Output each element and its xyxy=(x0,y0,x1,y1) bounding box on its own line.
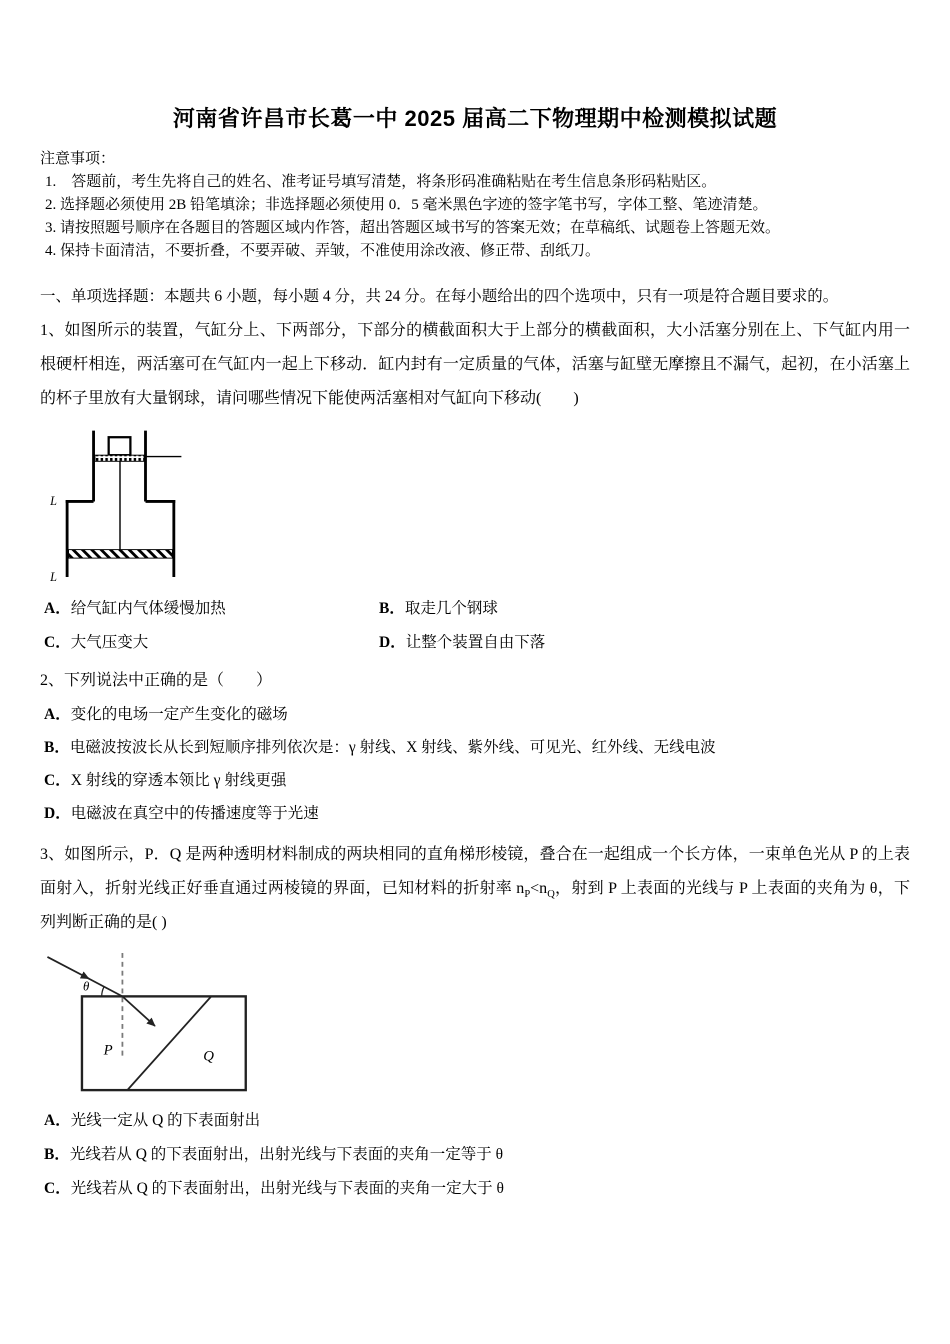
option-text: 取走几个钢球 xyxy=(404,600,498,617)
option-label: A． xyxy=(44,1112,71,1129)
large-piston xyxy=(69,550,173,559)
question-3-figure xyxy=(42,950,910,1098)
option-label: B． xyxy=(44,739,70,756)
option-text: 电磁波在真空中的传播速度等于光速 xyxy=(70,805,319,822)
q2-option-c xyxy=(44,764,910,797)
q1-option-c xyxy=(44,632,379,654)
q1-option-a xyxy=(44,598,379,620)
small-piston xyxy=(95,455,144,461)
figure1-label-lower: L xyxy=(50,569,57,584)
option-label: C． xyxy=(44,634,71,651)
incident-ray xyxy=(47,957,88,979)
option-text: 光线一定从 Q 的下表面射出 xyxy=(70,1112,261,1129)
cylinder-piston-figure xyxy=(48,424,192,594)
question-2-stem: 2、下列说法中正确的是（ ） xyxy=(40,672,273,689)
notice-item-2: 2. 选择题必须使用 2B 铅笔填涂；非选择题必须使用 0．5 毫米黑色字迹的签字笔书写，字体工整、笔迹清楚。 xyxy=(45,197,768,213)
notice-section xyxy=(40,148,910,263)
q3-option-c xyxy=(44,1172,910,1206)
refractive-index-subscript-p: P xyxy=(524,889,531,901)
option-text: 电磁波按波长从长到短顺序排列依次是：γ 射线、X 射线、紫外线、可见光、红外线、无线电波 xyxy=(69,739,716,756)
option-label: C． xyxy=(44,1180,71,1197)
q2-option-b xyxy=(44,731,910,764)
prism-p-label: P xyxy=(103,1042,113,1059)
q3-stem-pre: 3、如图所示，P．Q 是两种透明材料制成的两块相同的直角梯形棱镜，叠合在一起组成一个长方体，一束单色光从 P 的上表面射入，折射光线正好垂直通过两棱镜的界面，已知材料的折射率 n xyxy=(40,846,910,897)
q2-option-a xyxy=(44,698,910,731)
option-text: 光线若从 Q 的下表面射出，出射光线与下表面的夹角一定等于 θ xyxy=(69,1146,504,1163)
theta-angle-arc xyxy=(102,987,104,997)
option-label: D． xyxy=(379,634,406,651)
refracted-ray xyxy=(122,996,155,1026)
incident-ray-tail xyxy=(87,978,123,997)
refractive-index-subscript-q: Q xyxy=(547,889,555,901)
option-label: B． xyxy=(379,600,405,617)
q2-option-d xyxy=(44,797,910,830)
option-text: 光线若从 Q 的下表面射出，出射光线与下表面的夹角一定大于 θ xyxy=(70,1180,504,1197)
notice-item-3: 3. 请按照题号顺序在各题目的答题区域内作答，超出答题区域书写的答案无效；在草稿纸、试题卷上答题无效。 xyxy=(45,220,781,236)
question-3-options xyxy=(44,1104,910,1206)
option-label: A． xyxy=(44,600,71,617)
q1-option-d xyxy=(379,632,910,654)
notice-item-1: 1. 答题前，考生先将自己的姓名、准考证号填写清楚，将条形码准确粘贴在考生信息条形码粘贴区。 xyxy=(45,174,717,190)
option-label: D． xyxy=(44,805,71,822)
option-text: X 射线的穿透本领比 γ 射线更强 xyxy=(70,772,287,789)
option-text: 让整个装置自由下落 xyxy=(405,634,546,651)
option-label: C． xyxy=(44,772,71,789)
prism-interface-line xyxy=(127,996,211,1090)
option-text: 给气缸内气体缓慢加热 xyxy=(70,600,226,617)
prism-refraction-figure xyxy=(42,950,264,1098)
steel-ball-cup xyxy=(109,437,131,455)
question-3-stem xyxy=(40,838,910,940)
q3-stem-mid: <n xyxy=(530,880,548,897)
theta-angle-label: θ xyxy=(82,979,90,994)
prism-q-label: Q xyxy=(203,1048,215,1065)
question-1-options xyxy=(44,598,910,654)
section-one-heading: 一、单项选择题：本题共 6 小题，每小题 4 分，共 24 分。在每小题给出的四个选项中，只有一项是符合题目要求的。 xyxy=(40,288,839,305)
option-label: B． xyxy=(44,1146,70,1163)
question-1-stem: 1、如图所示的装置，气缸分上、下两部分，下部分的横截面积大于上部分的横截面积，大小活塞分别在上、下气缸内用一根硬杆相连，两活塞可在气缸内一起上下移动．缸内封有一定质量的气体，活塞与缸壁无摩擦且不漏气，起初，在小活塞上的杯子里放有大量钢球，请问哪些情况下能使两活塞相对气缸向下移动( ) xyxy=(40,322,910,407)
figure1-label-upper: L xyxy=(50,494,57,509)
q1-option-b xyxy=(379,598,910,620)
option-label: A． xyxy=(44,706,71,723)
question-1-figure xyxy=(48,424,910,594)
option-text: 变化的电场一定产生变化的磁场 xyxy=(70,706,288,723)
q3-option-b xyxy=(44,1138,910,1172)
notice-item-4: 4. 保持卡面清洁，不要折叠，不要弄破、弄皱，不准使用涂改液、修正带、刮纸刀。 xyxy=(45,243,601,259)
q3-stem-post: ，射到 P 上表面的光线与 P 上表面的夹角为 θ，下列判断正确的是( ) xyxy=(40,880,910,931)
page-title: 河南省许昌市长葛一中 2025 届高二下物理期中检测模拟试题 xyxy=(172,106,778,131)
option-text: 大气压变大 xyxy=(70,634,149,651)
notice-heading: 注意事项： xyxy=(40,151,116,167)
q3-option-a xyxy=(44,1104,910,1138)
question-2-options xyxy=(44,698,910,830)
